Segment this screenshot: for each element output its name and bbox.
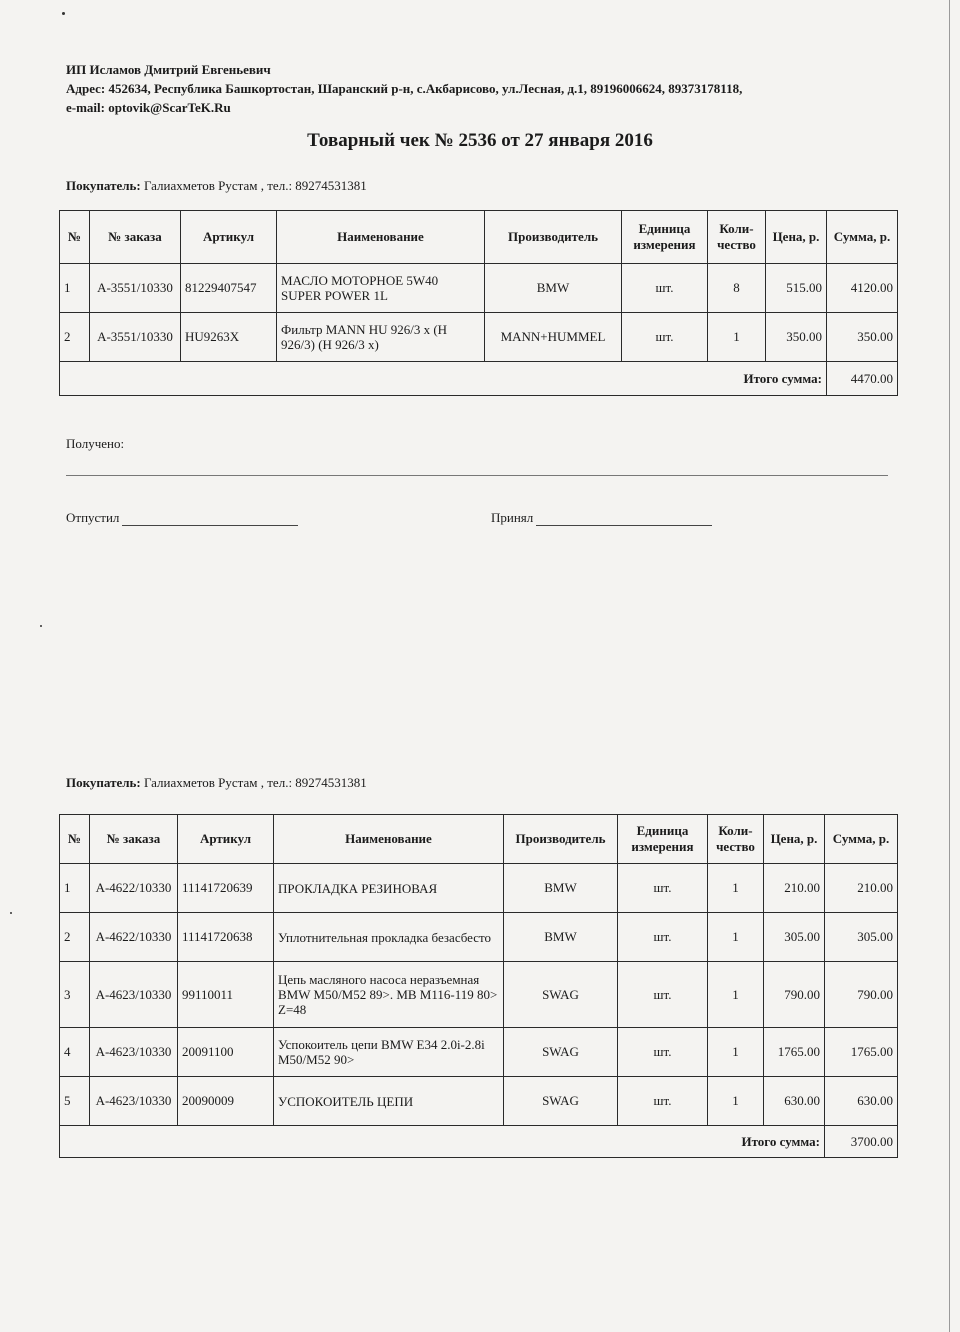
received-label: Получено: [66,436,125,451]
cell-qty: 1 [708,962,764,1028]
signature-blank [122,512,298,526]
col-header: Наименование [274,815,504,864]
cell-maker: BMW [504,864,618,913]
cell-qty: 1 [708,864,764,913]
cell-n: 1 [60,864,90,913]
total-label: Итого сумма: [60,362,827,396]
cell-sum: 4120.00 [827,264,898,313]
cell-order: А-4623/10330 [90,1077,178,1126]
col-header: Производитель [485,211,622,264]
seller-name: ИП Исламов Дмитрий Евгеньевич [66,62,271,77]
col-header: № заказа [90,815,178,864]
table-header-row [60,815,898,864]
cell-sum: 790.00 [825,962,898,1028]
cell-n: 2 [60,913,90,962]
table-row [60,864,898,913]
accepted-label: Принял [491,510,534,525]
cell-article: 99110011 [178,962,274,1028]
cell-qty: 1 [708,1077,764,1126]
col-header: № [60,211,90,264]
table-header-row [60,211,898,264]
cell-article: HU9263X [181,313,277,362]
cell-unit: шт. [618,962,708,1028]
cell-price: 790.00 [764,962,825,1028]
cell-maker: SWAG [504,1028,618,1077]
cell-sum: 630.00 [825,1077,898,1126]
cell-name: Успокоитель цепи BMW E34 2.0i-2.8i M50/M52 90> [274,1028,504,1077]
cell-price: 1765.00 [764,1028,825,1077]
received-line [66,475,888,476]
cell-article: 11141720638 [178,913,274,962]
buyer-line-1 [66,178,367,194]
cell-name: Уплотнительная прокладка безасбесто [274,913,504,962]
total-row [60,1126,898,1158]
scan-speck [40,625,42,627]
cell-maker: BMW [485,264,622,313]
scan-speck [10,912,12,914]
cell-sum: 1765.00 [825,1028,898,1077]
cell-name: УСПОКОИТЕЛЬ ЦЕПИ [274,1077,504,1126]
cell-n: 3 [60,962,90,1028]
cell-n: 2 [60,313,90,362]
col-header: Артикул [181,211,277,264]
cell-unit: шт. [618,1077,708,1126]
cell-price: 630.00 [764,1077,825,1126]
scan-speck [62,12,65,15]
cell-name: ПРОКЛАДКА РЕЗИНОВАЯ [274,864,504,913]
col-header: Наименование [277,211,485,264]
cell-order: А-4623/10330 [90,962,178,1028]
cell-unit: шт. [618,864,708,913]
cell-name: Фильтр MANN HU 926/3 x (H 926/3) (H 926/3 x) [277,313,485,362]
col-header: Сумма, р. [825,815,898,864]
document-title: Товарный чек № 2536 от 27 января 2016 [307,130,653,151]
cell-price: 350.00 [766,313,827,362]
col-header: Сумма, р. [827,211,898,264]
col-header: № [60,815,90,864]
col-header: Коли-чество [708,211,766,264]
cell-maker: BMW [504,913,618,962]
buyer-label: Покупатель: [66,775,141,790]
total-value: 4470.00 [827,362,898,396]
total-value: 3700.00 [825,1126,898,1158]
seller-address: Адрес: 452634, Республика Башкортостан, Шаранский р-н, с.Акбарисово, ул.Лесная, д.1, 89196006624, 89373178118, [66,81,743,96]
cell-unit: шт. [622,313,708,362]
table-row [60,913,898,962]
cell-order: А-3551/10330 [90,264,181,313]
total-label: Итого сумма: [60,1126,825,1158]
col-header: Единица измерения [622,211,708,264]
col-header: Коли-чество [708,815,764,864]
cell-n: 1 [60,264,90,313]
cell-order: А-4622/10330 [90,913,178,962]
cell-qty: 1 [708,913,764,962]
cell-unit: шт. [622,264,708,313]
cell-unit: шт. [618,1028,708,1077]
cell-sum: 350.00 [827,313,898,362]
seller-email: e-mail: optovik@ScarTeK.Ru [66,100,231,115]
col-header: Цена, р. [766,211,827,264]
col-header: Единица измерения [618,815,708,864]
cell-article: 11141720639 [178,864,274,913]
cell-sum: 305.00 [825,913,898,962]
released-label: Отпустил [66,510,120,525]
cell-price: 210.00 [764,864,825,913]
cell-maker: SWAG [504,1077,618,1126]
table-row [60,1077,898,1126]
cell-sum: 210.00 [825,864,898,913]
table-row [60,962,898,1028]
cell-price: 305.00 [764,913,825,962]
cell-order: А-3551/10330 [90,313,181,362]
signature-blank [536,512,712,526]
buyer-value: Галиахметов Рустам , тел.: 89274531381 [143,178,367,193]
total-row [60,362,898,396]
accepted-signature [491,510,712,526]
cell-article: 20091100 [178,1028,274,1077]
page-edge [949,0,950,1332]
cell-unit: шт. [618,913,708,962]
released-signature [66,510,298,526]
cell-name: МАСЛО МОТОРНОЕ 5W40 SUPER POWER 1L [277,264,485,313]
buyer-value: Галиахметов Рустам , тел.: 89274531381 [143,775,367,790]
cell-maker: MANN+HUMMEL [485,313,622,362]
cell-order: А-4623/10330 [90,1028,178,1077]
cell-n: 5 [60,1077,90,1126]
cell-price: 515.00 [766,264,827,313]
cell-order: А-4622/10330 [90,864,178,913]
buyer-line-2 [66,775,367,791]
seller-header [66,60,886,117]
cell-maker: SWAG [504,962,618,1028]
cell-name: Цепь масляного насоса неразъемная BMW M50/M52 89>. MB M116-119 80> Z=48 [274,962,504,1028]
invoice-table-1 [59,210,898,396]
table-row [60,313,898,362]
table-row [60,1028,898,1077]
cell-n: 4 [60,1028,90,1077]
col-header: Производитель [504,815,618,864]
cell-qty: 1 [708,313,766,362]
invoice-table-2 [59,814,898,1158]
col-header: № заказа [90,211,181,264]
cell-article: 20090009 [178,1077,274,1126]
col-header: Цена, р. [764,815,825,864]
buyer-label: Покупатель: [66,178,141,193]
cell-qty: 1 [708,1028,764,1077]
col-header: Артикул [178,815,274,864]
cell-article: 81229407547 [181,264,277,313]
cell-qty: 8 [708,264,766,313]
table-row [60,264,898,313]
